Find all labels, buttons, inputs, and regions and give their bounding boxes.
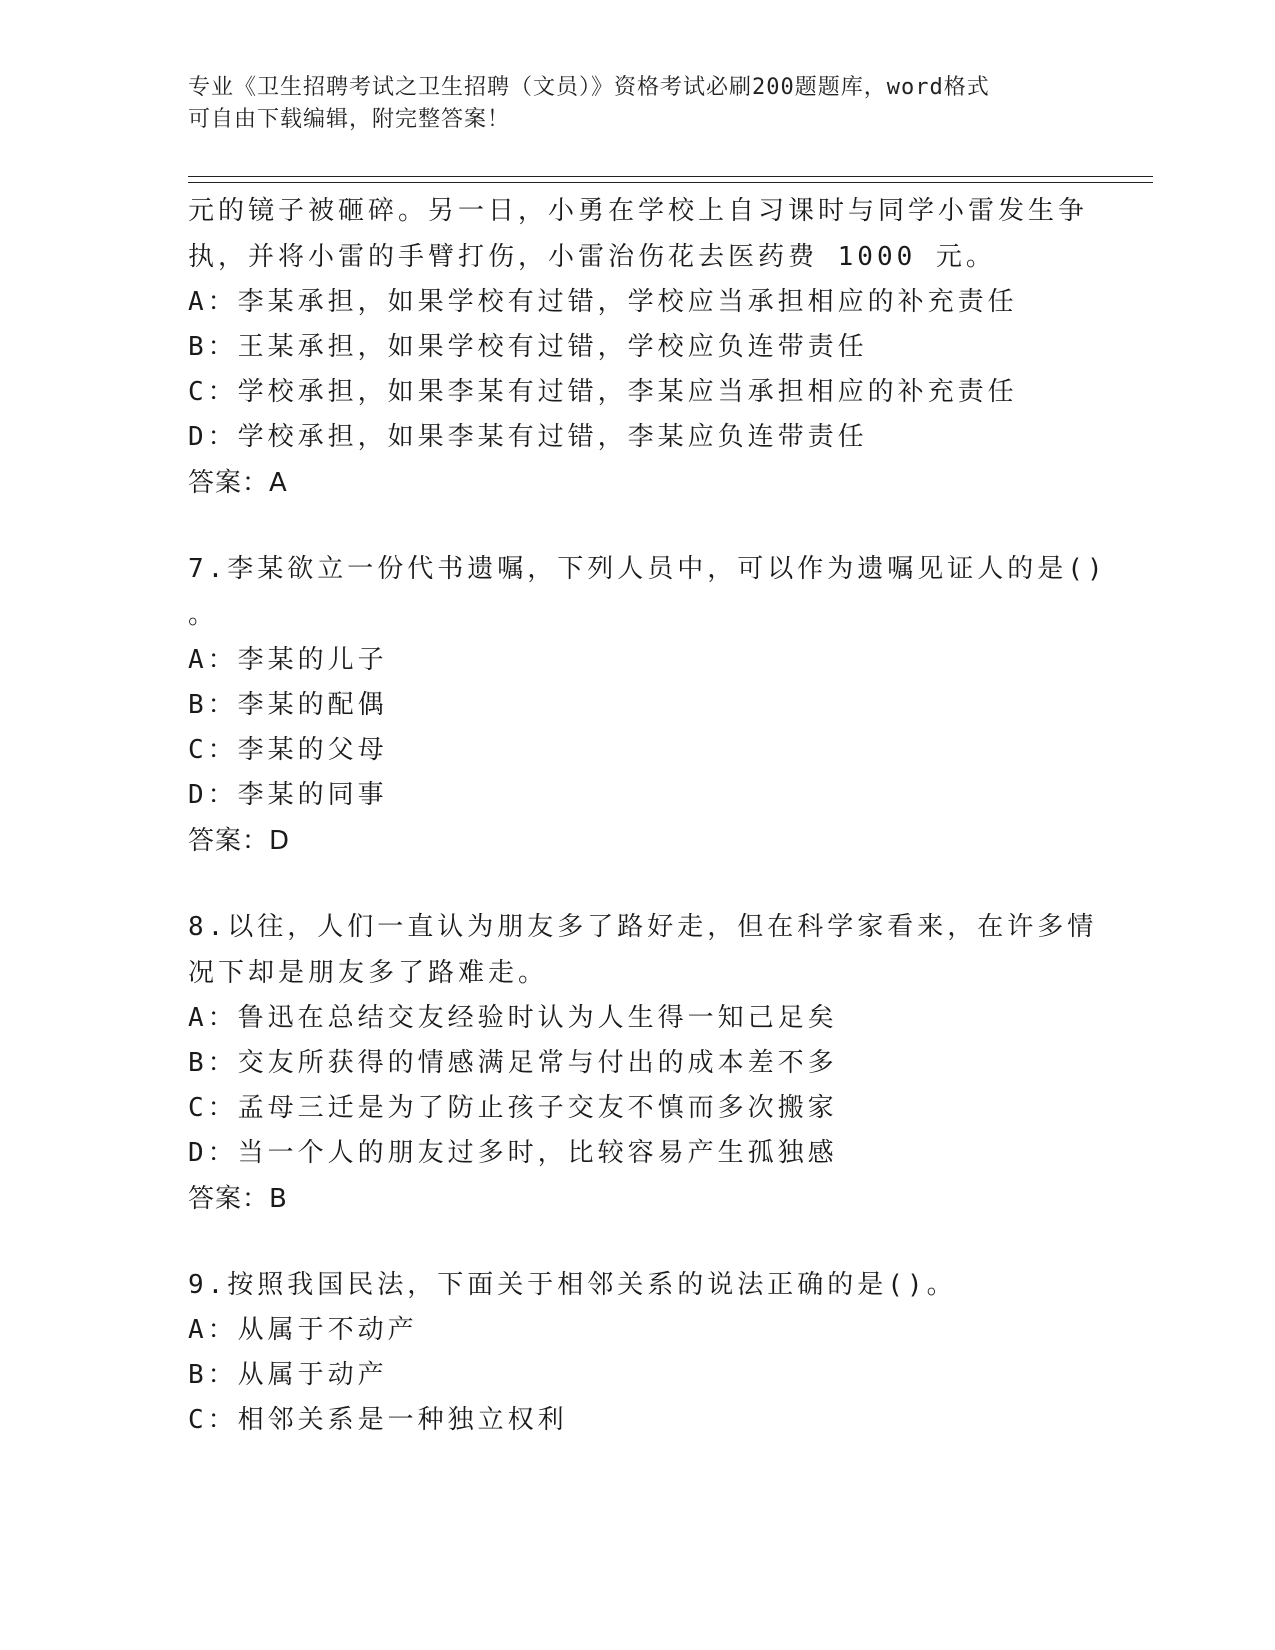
option-a: A：李某承担，如果学校有过错，学校应当承担相应的补充责任 — [188, 287, 1018, 317]
question-9 — [188, 1262, 1088, 1443]
option-c: C：相邻关系是一种独立权利 — [188, 1405, 568, 1435]
question-list — [188, 188, 1107, 1443]
option-c: C：孟母三迁是为了防止孩子交友不慎而多次搬家 — [188, 1093, 838, 1123]
stem-line: 元的镜子被砸碎。另一日，小勇在学校上自习课时与同学小雷发生争 — [188, 196, 1089, 226]
question-stem — [188, 188, 1088, 280]
option-b: B：王某承担，如果学校有过错，学校应负连带责任 — [188, 332, 868, 362]
header-divider-top — [188, 176, 1153, 177]
option-b: B：李某的配偶 — [188, 690, 388, 720]
question-stem — [188, 546, 1107, 638]
spacer — [188, 1222, 1088, 1262]
answer: 答案：D — [188, 826, 291, 856]
stem-line: 执，并将小雷的手臂打伤，小雷治伤花去医药费 1000 元。 — [188, 242, 996, 272]
question-8 — [188, 904, 1098, 1222]
stem-line: 。 — [188, 600, 219, 630]
stem-line: 8.以往，人们一直认为朋友多了路好走，但在科学家看来，在许多情 — [188, 912, 1098, 942]
answer: 答案：A — [188, 468, 288, 498]
option-c: C：学校承担，如果李某有过错，李某应当承担相应的补充责任 — [188, 377, 1018, 407]
header-divider-bottom — [188, 182, 1153, 183]
question-stem — [188, 904, 1098, 996]
option-a: A：鲁迅在总结交友经验时认为人生得一知己足矣 — [188, 1003, 838, 1033]
option-d: D：李某的同事 — [188, 780, 388, 810]
stem-line: 9.按照我国民法，下面关于相邻关系的说法正确的是()。 — [188, 1270, 957, 1300]
spacer — [188, 864, 1088, 904]
option-b: B：交友所获得的情感满足常与付出的成本差不多 — [188, 1048, 838, 1078]
question-7 — [188, 546, 1107, 864]
stem-line: 况下却是朋友多了路难走。 — [188, 958, 549, 988]
option-b: B：从属于动产 — [188, 1360, 388, 1390]
stem-line: 7.李某欲立一份代书遗嘱，下列人员中，可以作为遗嘱见证人的是() — [188, 554, 1107, 584]
question-stem — [188, 1262, 1088, 1308]
option-a: A：从属于不动产 — [188, 1315, 418, 1345]
page-header — [188, 72, 1068, 136]
answer: 答案：B — [188, 1184, 288, 1214]
spacer — [188, 506, 1088, 546]
option-d: D：学校承担，如果李某有过错，李某应负连带责任 — [188, 422, 868, 452]
option-a: A：李某的儿子 — [188, 645, 388, 675]
header-title-line-1: 专业《卫生招聘考试之卫生招聘（文员）》资格考试必刷200题题库，word格式 — [188, 75, 990, 100]
option-c: C：李某的父母 — [188, 735, 388, 765]
header-title-line-2: 可自由下载编辑，附完整答案！ — [188, 107, 511, 132]
question-continued — [188, 188, 1088, 506]
option-d: D：当一个人的朋友过多时，比较容易产生孤独感 — [188, 1138, 838, 1168]
